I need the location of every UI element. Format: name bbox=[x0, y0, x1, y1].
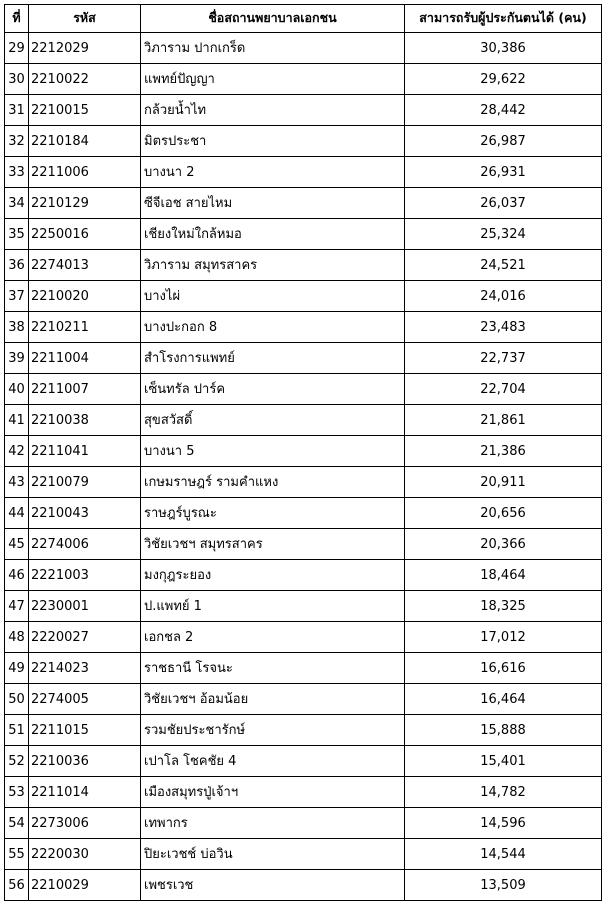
row-code: 2210022 bbox=[29, 64, 141, 95]
row-capacity: 20,656 bbox=[405, 498, 602, 529]
row-capacity: 17,012 bbox=[405, 622, 602, 653]
row-capacity: 21,861 bbox=[405, 405, 602, 436]
row-code: 2210036 bbox=[29, 746, 141, 777]
row-number: 52 bbox=[5, 746, 29, 777]
row-capacity: 21,386 bbox=[405, 436, 602, 467]
row-hospital-name: กล้วยน้ำไท bbox=[141, 95, 405, 126]
row-hospital-name: เพชรเวช bbox=[141, 870, 405, 901]
row-capacity: 14,596 bbox=[405, 808, 602, 839]
row-number: 46 bbox=[5, 560, 29, 591]
table-row bbox=[5, 715, 602, 746]
row-code: 2211006 bbox=[29, 157, 141, 188]
table-row bbox=[5, 250, 602, 281]
row-capacity: 29,622 bbox=[405, 64, 602, 95]
row-hospital-name: สุขสวัสดิ์ bbox=[141, 405, 405, 436]
row-number: 41 bbox=[5, 405, 29, 436]
row-code: 2220030 bbox=[29, 839, 141, 870]
row-number: 51 bbox=[5, 715, 29, 746]
table-row bbox=[5, 64, 602, 95]
table-row bbox=[5, 126, 602, 157]
row-code: 2210211 bbox=[29, 312, 141, 343]
row-code: 2212029 bbox=[29, 33, 141, 64]
row-capacity: 15,401 bbox=[405, 746, 602, 777]
row-capacity: 26,931 bbox=[405, 157, 602, 188]
table-row bbox=[5, 95, 602, 126]
row-code: 2274005 bbox=[29, 684, 141, 715]
row-code: 2274013 bbox=[29, 250, 141, 281]
row-capacity: 23,483 bbox=[405, 312, 602, 343]
row-capacity: 16,464 bbox=[405, 684, 602, 715]
row-capacity: 14,544 bbox=[405, 839, 602, 870]
row-hospital-name: ราชธานี โรจนะ bbox=[141, 653, 405, 684]
table-row bbox=[5, 219, 602, 250]
row-number: 43 bbox=[5, 467, 29, 498]
table-row bbox=[5, 560, 602, 591]
row-hospital-name: ซีจีเอช สายไหม bbox=[141, 188, 405, 219]
row-hospital-name: ปิยะเวชช์ บ่อวิน bbox=[141, 839, 405, 870]
row-hospital-name: วิชัยเวชฯ อ้อมน้อย bbox=[141, 684, 405, 715]
table-row bbox=[5, 746, 602, 777]
row-code: 2273006 bbox=[29, 808, 141, 839]
table-header-row bbox=[5, 5, 602, 33]
row-number: 37 bbox=[5, 281, 29, 312]
table-row bbox=[5, 777, 602, 808]
row-hospital-name: วิชัยเวชฯ สมุทรสาคร bbox=[141, 529, 405, 560]
row-hospital-name: เมืองสมุทรปู่เจ้าฯ bbox=[141, 777, 405, 808]
row-capacity: 14,782 bbox=[405, 777, 602, 808]
row-number: 49 bbox=[5, 653, 29, 684]
table-row bbox=[5, 839, 602, 870]
row-number: 31 bbox=[5, 95, 29, 126]
row-hospital-name: เปาโล โชคชัย 4 bbox=[141, 746, 405, 777]
table-row bbox=[5, 343, 602, 374]
row-code: 2210079 bbox=[29, 467, 141, 498]
row-number: 39 bbox=[5, 343, 29, 374]
table-row bbox=[5, 870, 602, 901]
table-row bbox=[5, 653, 602, 684]
row-hospital-name: แพทย์ปัญญา bbox=[141, 64, 405, 95]
row-number: 55 bbox=[5, 839, 29, 870]
row-capacity: 20,366 bbox=[405, 529, 602, 560]
row-number: 35 bbox=[5, 219, 29, 250]
row-code: 2274006 bbox=[29, 529, 141, 560]
row-hospital-name: เซ็นทรัล ปาร์ค bbox=[141, 374, 405, 405]
row-hospital-name: วิภาราม ปากเกร็ด bbox=[141, 33, 405, 64]
row-hospital-name: ราษฎร์บูรณะ bbox=[141, 498, 405, 529]
row-number: 53 bbox=[5, 777, 29, 808]
table-row bbox=[5, 591, 602, 622]
row-hospital-name: วิภาราม สมุทรสาคร bbox=[141, 250, 405, 281]
row-number: 48 bbox=[5, 622, 29, 653]
row-code: 2230001 bbox=[29, 591, 141, 622]
row-hospital-name: บางนา 5 bbox=[141, 436, 405, 467]
table-row bbox=[5, 188, 602, 219]
row-capacity: 30,386 bbox=[405, 33, 602, 64]
row-number: 38 bbox=[5, 312, 29, 343]
row-hospital-name: บางไผ่ bbox=[141, 281, 405, 312]
table-row bbox=[5, 684, 602, 715]
row-capacity: 18,464 bbox=[405, 560, 602, 591]
table-row bbox=[5, 529, 602, 560]
row-capacity: 24,016 bbox=[405, 281, 602, 312]
row-code: 2210015 bbox=[29, 95, 141, 126]
row-capacity: 24,521 bbox=[405, 250, 602, 281]
row-code: 2210029 bbox=[29, 870, 141, 901]
row-number: 32 bbox=[5, 126, 29, 157]
row-capacity: 16,616 bbox=[405, 653, 602, 684]
row-code: 2210020 bbox=[29, 281, 141, 312]
table-row bbox=[5, 157, 602, 188]
row-code: 2211004 bbox=[29, 343, 141, 374]
row-code: 2211041 bbox=[29, 436, 141, 467]
row-code: 2250016 bbox=[29, 219, 141, 250]
row-number: 30 bbox=[5, 64, 29, 95]
row-hospital-name: ป.แพทย์ 1 bbox=[141, 591, 405, 622]
row-capacity: 13,509 bbox=[405, 870, 602, 901]
row-number: 56 bbox=[5, 870, 29, 901]
row-code: 2211015 bbox=[29, 715, 141, 746]
row-code: 2210129 bbox=[29, 188, 141, 219]
row-hospital-name: บางนา 2 bbox=[141, 157, 405, 188]
row-number: 29 bbox=[5, 33, 29, 64]
table-row bbox=[5, 622, 602, 653]
row-number: 54 bbox=[5, 808, 29, 839]
table-row bbox=[5, 467, 602, 498]
header-capacity: สามารถรับผู้ประกันตนได้ (คน) bbox=[405, 5, 602, 33]
table-row bbox=[5, 436, 602, 467]
row-code: 2220027 bbox=[29, 622, 141, 653]
row-hospital-name: มงกุฎระยอง bbox=[141, 560, 405, 591]
row-code: 2221003 bbox=[29, 560, 141, 591]
row-number: 40 bbox=[5, 374, 29, 405]
row-capacity: 22,737 bbox=[405, 343, 602, 374]
row-capacity: 15,888 bbox=[405, 715, 602, 746]
row-capacity: 22,704 bbox=[405, 374, 602, 405]
table-row bbox=[5, 33, 602, 64]
row-code: 2210184 bbox=[29, 126, 141, 157]
row-hospital-name: เทพากร bbox=[141, 808, 405, 839]
row-capacity: 26,037 bbox=[405, 188, 602, 219]
row-hospital-name: บางปะกอก 8 bbox=[141, 312, 405, 343]
table-row bbox=[5, 374, 602, 405]
row-number: 36 bbox=[5, 250, 29, 281]
row-number: 33 bbox=[5, 157, 29, 188]
hospital-table bbox=[4, 4, 602, 901]
row-number: 34 bbox=[5, 188, 29, 219]
row-number: 47 bbox=[5, 591, 29, 622]
table-row bbox=[5, 405, 602, 436]
row-capacity: 20,911 bbox=[405, 467, 602, 498]
row-code: 2211014 bbox=[29, 777, 141, 808]
header-code: รหัส bbox=[29, 5, 141, 33]
row-code: 2210038 bbox=[29, 405, 141, 436]
table-row bbox=[5, 312, 602, 343]
row-capacity: 26,987 bbox=[405, 126, 602, 157]
row-capacity: 18,325 bbox=[405, 591, 602, 622]
row-hospital-name: มิตรประชา bbox=[141, 126, 405, 157]
row-hospital-name: เชียงใหม่ใกล้หมอ bbox=[141, 219, 405, 250]
row-code: 2211007 bbox=[29, 374, 141, 405]
header-no: ที่ bbox=[5, 5, 29, 33]
row-code: 2210043 bbox=[29, 498, 141, 529]
row-hospital-name: รวมชัยประชารักษ์ bbox=[141, 715, 405, 746]
table-row bbox=[5, 498, 602, 529]
row-capacity: 25,324 bbox=[405, 219, 602, 250]
row-code: 2214023 bbox=[29, 653, 141, 684]
row-number: 42 bbox=[5, 436, 29, 467]
table-row bbox=[5, 281, 602, 312]
row-capacity: 28,442 bbox=[405, 95, 602, 126]
row-number: 45 bbox=[5, 529, 29, 560]
table-body bbox=[5, 33, 602, 901]
row-hospital-name: เกษมราษฎร์ รามคำแหง bbox=[141, 467, 405, 498]
row-number: 44 bbox=[5, 498, 29, 529]
row-number: 50 bbox=[5, 684, 29, 715]
table-row bbox=[5, 808, 602, 839]
row-hospital-name: เอกชล 2 bbox=[141, 622, 405, 653]
header-hospital-name: ชื่อสถานพยาบาลเอกชน bbox=[141, 5, 405, 33]
row-hospital-name: สำโรงการแพทย์ bbox=[141, 343, 405, 374]
